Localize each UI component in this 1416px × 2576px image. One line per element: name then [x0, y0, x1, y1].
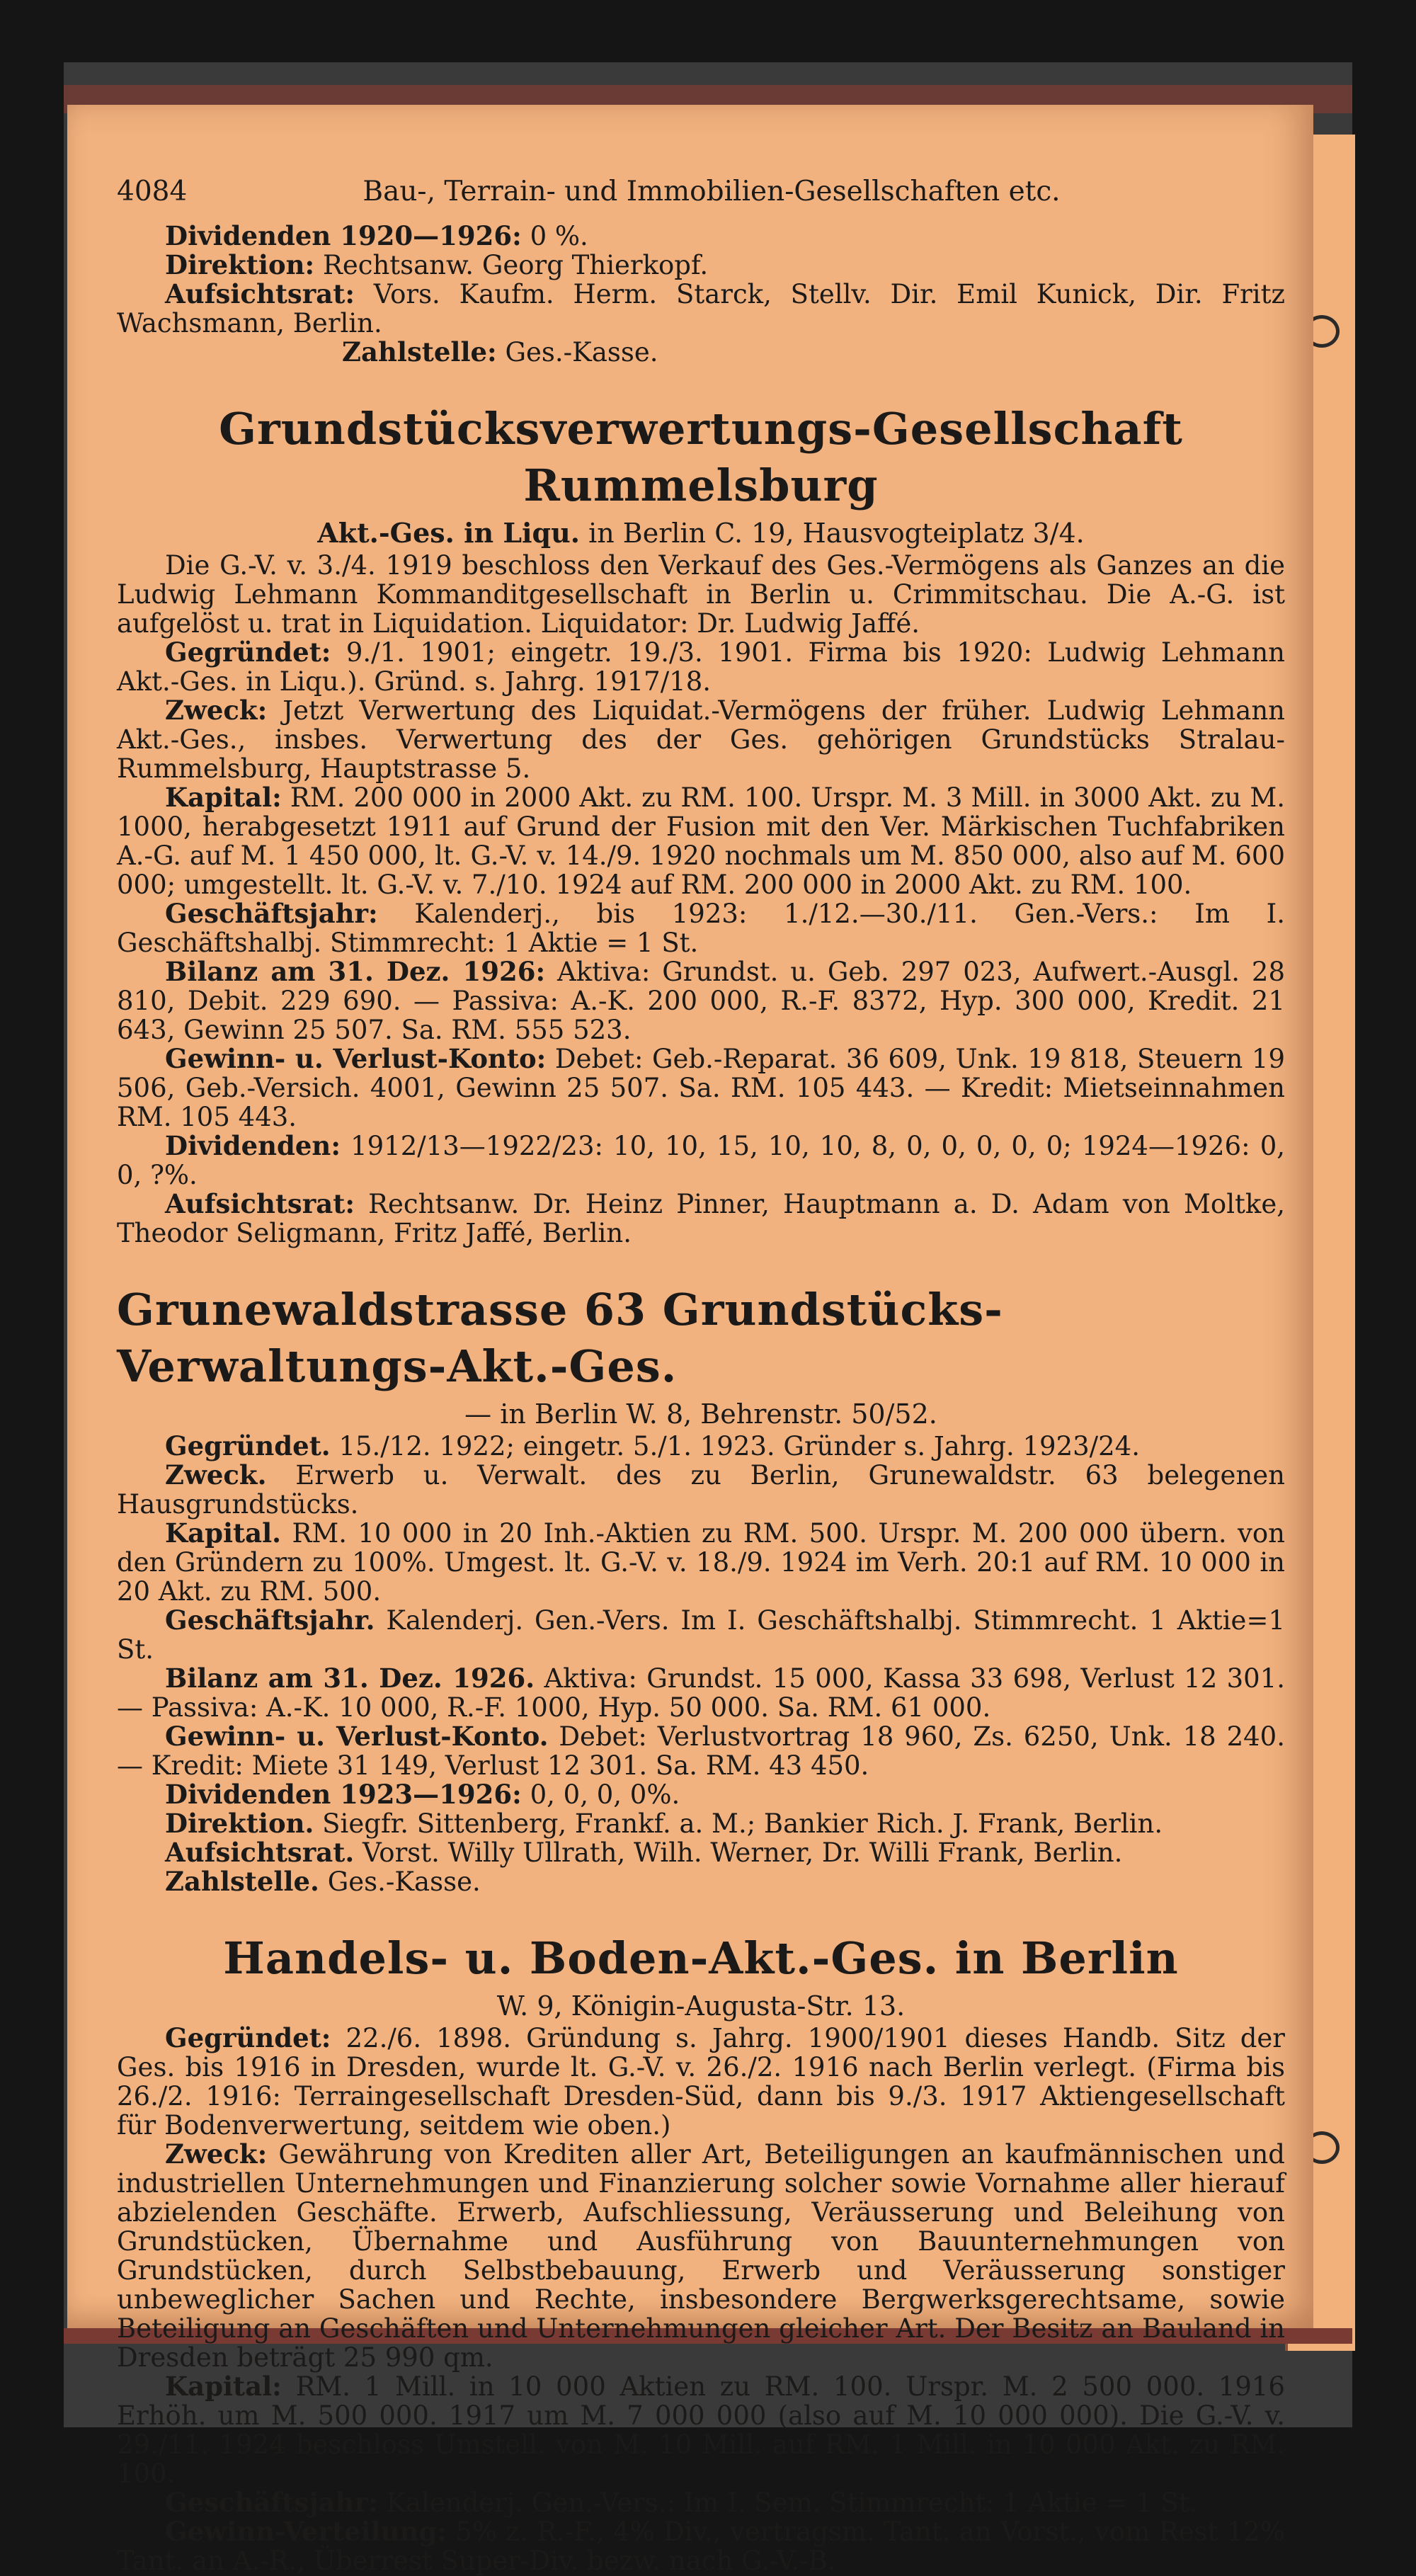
page-content: [117, 177, 1285, 2575]
company-address: W. 9, Königin-Augusta-Str. 13.: [496, 1990, 906, 2022]
running-title: Bau-, Terrain- und Immobilien-Gesellschaften etc.: [362, 176, 1061, 207]
intro-line: Dividenden 1920—1926: 0 %.: [165, 220, 588, 251]
entry-paragraph: Geschäftsjahr: Kalenderj. Gen.-Vers.: Im I. Sem. Stimmrecht: 1 Aktie = 1 St.: [165, 2487, 1198, 2518]
page-number: 4084: [117, 176, 188, 207]
company-entry: [117, 401, 1285, 1248]
entry-paragraph: Zweck: Gewährung von Krediten aller Art, Beteiligungen an kaufmännischen und industriellen Unternehmungen und Finanzierung solcher sowie Vornahme aller hierauf abzielenden Geschäfte. Erwerb, Aufschliessung, Veräusserung und Beleihung von Grundstücken, Übernahme und Ausführung von Bauunternehmungen von Grundstücken, durch Selbstbebauung, Erwerb und Veräusserung sonstiger unbeweglicher Sachen und Rechte, insbesondere Bergwerksgerechtsame, sowie Beteiligung an Geschäften und Unternehmungen gleicher Art. Der Besitz an Bauland in Dresden beträgt 25 990 qm.: [117, 2138, 1285, 2373]
company-title: Grundstücksverwertungs-Gesellschaft Rummelsburg: [219, 403, 1183, 511]
entry-paragraph: Aufsichtsrat. Vorst. Willy Ullrath, Wilh. Werner, Dr. Willi Frank, Berlin.: [165, 1837, 1123, 1868]
entry-paragraph: Gewinn- u. Verlust-Konto. Debet: Verlustvortrag 18 960, Zs. 6250, Unk. 18 240. — Kredit: Miete 31 149, Verlust 12 301. Sa. RM. 43 450.: [117, 1721, 1285, 1781]
entry-paragraph: Geschäftsjahr. Kalenderj. Gen.-Vers. Im I. Geschäftshalbj. Stimmrecht. 1 Aktie=1 St.: [117, 1605, 1285, 1665]
entry-paragraph: Kapital: RM. 1 Mill. in 10 000 Aktien zu RM. 100. Urspr. M. 2 500 000. 1916 Erhöh. um M. 500 000. 1917 um M. 7 000 000 (also auf M. 10 000 000). Die G.-V. v. 29./11. 1924 beschloss Umstell. von M. 10 Mill. auf RM. 1 Mill. in 10 000 Akt. zu RM. 100.: [117, 2371, 1285, 2489]
company-entry: [117, 1282, 1285, 1896]
entry-paragraph: Bilanz am 31. Dez. 1926. Aktiva: Grundst. 15 000, Kassa 33 698, Verlust 12 301. — Passiva: A.-K. 10 000, R.-F. 1000, Hyp. 50 000. Sa. RM. 61 000.: [117, 1663, 1285, 1723]
entry-paragraph: Gewinn-Verteilung: 5% z. R.-F., 4% Div., vertragsm. Tant. an Vorst., vom Rest 12% Tant. an A.-R., Überrest Super-Div. bezw. nach G.-V.-B.: [117, 2516, 1285, 2576]
entry-paragraph: Bilanz am 31. Dez. 1926: Aktiva: Grundst. u. Geb. 297 023, Aufwert.-Ausgl. 28 810, Debit. 229 690. — Passiva: A.-K. 200 000, R.-F. 8372, Hyp. 300 000, Kredit. 21 643, Gewinn 25 507. Sa. RM. 555 523.: [117, 956, 1286, 1045]
entry-paragraph: Dividenden 1923—1926: 0, 0, 0, 0%.: [165, 1779, 680, 1810]
entry-paragraph: Gewinn- u. Verlust-Konto: Debet: Geb.-Reparat. 36 609, Unk. 19 818, Steuern 19 506, Geb.-Versich. 4001, Gewinn 25 507. Sa. RM. 105 443. — Kredit: Mietseinnahmen RM. 105 443.: [117, 1043, 1285, 1132]
running-header: [117, 177, 1285, 206]
company-title: Grunewaldstrasse 63 Grundstücks-Verwaltungs-Akt.-Ges.: [117, 1284, 1003, 1392]
entry-paragraph: Gegründet: 22./6. 1898. Gründung s. Jahrg. 1900/1901 dieses Handb. Sitz der Ges. bis 1916 in Dresden, wurde lt. G.-V. v. 26./2. 1916 nach Berlin verlegt. (Firma bis 26./2. 1916: Terraingesellschaft Dresden-Süd, dann bis 9./3. 1917 Aktiengesellschaft für Bodenverwertung, seitdem wie oben.): [117, 2022, 1285, 2141]
entry-paragraph: Zweck. Erwerb u. Verwalt. des zu Berlin, Grunewaldstr. 63 belegenen Hausgrundstücks.: [117, 1459, 1285, 1520]
company-title: Handels- u. Boden-Akt.-Ges. in Berlin: [223, 1932, 1179, 1984]
company-address: Akt.-Ges. in Liqu. in Berlin C. 19, Hausvogteiplatz 3/4.: [317, 517, 1085, 549]
entry-paragraph: Dividenden: 1912/13—1922/23: 10, 10, 15, 10, 10, 8, 0, 0, 0, 0, 0; 1924—1926: 0, 0, ?%.: [117, 1130, 1285, 1190]
company-address: — in Berlin W. 8, Behrenstr. 50/52.: [464, 1398, 937, 1430]
entry-paragraph: Die G.-V. v. 3./4. 1919 beschloss den Verkauf des Ges.-Vermögens als Ganzes an die Ludwig Lehmann Kommanditgesellschaft in Berlin u. Crimmitschau. Die A.-G. ist aufgelöst u. trat in Liquidation. Liquidator: Dr. Ludwig Jaffé.: [117, 550, 1285, 639]
entry-paragraph: Direktion. Siegfr. Sittenberg, Frankf. a. M.; Bankier Rich. J. Frank, Berlin.: [165, 1808, 1163, 1839]
entry-paragraph: Kapital: RM. 200 000 in 2000 Akt. zu RM. 100. Urspr. M. 3 Mill. in 3000 Akt. zu M. 1000, herabgesetzt 1911 auf Grund der Fusion mit den Ver. Märkischen Tuchfabriken A.-G. auf M. 1 450 000, lt. G.-V. v. 14./9. 1920 nochmals um M. 850 000, also auf M. 600 000; umgestellt. lt. G.-V. v. 7./10. 1924 auf RM. 200 000 in 2000 Akt. zu RM. 100.: [117, 782, 1285, 900]
intro-line: Zahlstelle: Ges.-Kasse.: [342, 336, 658, 367]
company-entry: [117, 1930, 1285, 2575]
intro-section: [117, 222, 1285, 367]
intro-line: Direktion: Rechtsanw. Georg Thierkopf.: [165, 249, 709, 280]
entry-paragraph: Geschäftsjahr: Kalenderj., bis 1923: 1./12.—30./11. Gen.-Vers.: Im I. Geschäftshalbj. Stimmrecht: 1 Aktie = 1 St.: [117, 898, 1285, 958]
entry-paragraph: Gegründet: 9./1. 1901; eingetr. 19./3. 1901. Firma bis 1920: Ludwig Lehmann Akt.-Ges. in Liqu.). Gründ. s. Jahrg. 1917/18.: [117, 637, 1285, 697]
intro-line: Aufsichtsrat: Vors. Kaufm. Herm. Starck, Stellv. Dir. Emil Kunick, Dir. Fritz Wachsmann, Berlin.: [117, 278, 1285, 338]
entry-paragraph: Zahlstelle. Ges.-Kasse.: [165, 1866, 481, 1897]
entry-paragraph: Gegründet. 15./12. 1922; eingetr. 5./1. 1923. Gründer s. Jahrg. 1923/24.: [165, 1430, 1140, 1461]
entry-paragraph: Zweck: Jetzt Verwertung des Liquidat.-Vermögens der früher. Ludwig Lehmann Akt.-Ges., insbes. Verwertung des der Ges. gehörigen Grundstücks Stralau-Rummelsburg, Hauptstrasse 5.: [117, 695, 1285, 784]
entry-paragraph: Kapital. RM. 10 000 in 20 Inh.-Aktien zu RM. 500. Urspr. M. 200 000 übern. von den Gründern zu 100%. Umgest. lt. G.-V. v. 18./9. 1924 im Verh. 20:1 auf RM. 10 000 in 20 Akt. zu RM. 500.: [117, 1517, 1285, 1607]
entry-paragraph: Aufsichtsrat: Rechtsanw. Dr. Heinz Pinner, Hauptmann a. D. Adam von Moltke, Theodor Seligmann, Fritz Jaffé, Berlin.: [117, 1188, 1285, 1248]
